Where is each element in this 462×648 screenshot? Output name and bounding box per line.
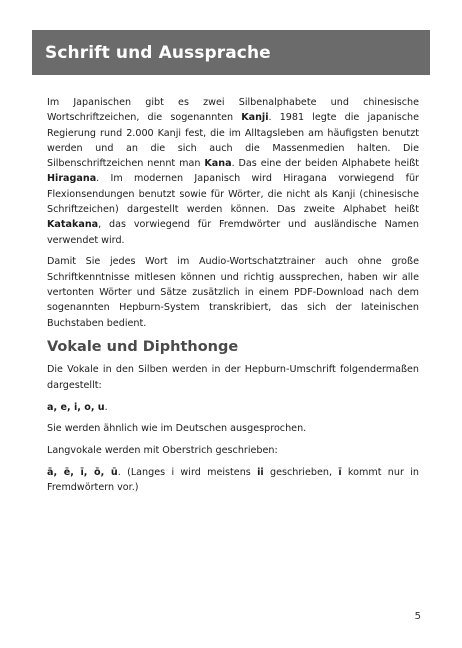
term-kanji: Kanji (241, 112, 269, 124)
intro-paragraph (47, 95, 419, 248)
section-heading-vowels: Vokale und Diphthonge (47, 339, 239, 356)
page-content (47, 95, 419, 502)
vowels-letters: a, e, i, o, u (47, 401, 105, 413)
page-number: 5 (414, 611, 421, 622)
text-run: . Im modernen Japanisch wird Hiragana vorwiegend für Flexionsendungen benutzt sowie für Wörter, die nicht als Kanji (chinesische Schriftzeichen) dargestellt werden können. Das zweite Alphabet heißt (47, 173, 419, 216)
chapter-title: Schrift und Aussprache (45, 43, 271, 63)
text-run: . 1981 legte die japanische Regierung rund 2.000 Kanji fest, die im Alltagsleben am häufigsten benutzt werden und an die sich auch die Massenmedien halten. Die Silbenschriftzeichen nennt man (47, 112, 419, 170)
text-run: . (Langes i wird meistens (117, 466, 258, 478)
pronunciation-note: Sie werden ähnlich wie im Deutschen ausgesprochen. (47, 423, 307, 435)
transcription-paragraph: Damit Sie jedes Wort im Audio-Wortschatztrainer auch ohne große Schriftkenntnisse mitlesen können und richtig aussprechen, haben wir alle vertonten Wörter und Sätze zusätzlich in einem PDF-Download nach dem sogenannten Hepburn-System transkribiert, das sich der lateinischen Buchstaben bedient. (47, 256, 419, 329)
long-vowels-letters: ā, ē, ī, ō, ū (47, 466, 118, 478)
chapter-banner (32, 30, 430, 75)
term-ii: ii (257, 466, 264, 478)
term-katakana: Katakana (47, 219, 99, 231)
text-run: , das vorwiegend für Fremdwörter und ausländische Namen verwendet wird. (47, 219, 419, 246)
term-long-i: ī (338, 466, 342, 478)
vowels-list (47, 400, 419, 415)
text-run: geschrieben, (263, 466, 339, 478)
text-run: Im Japanischen gibt es zwei Silbenalphabete und chinesische Wortschriftzeichen, die sogenannten (47, 97, 419, 124)
term-hiragana: Hiragana (47, 173, 97, 185)
long-vowels-paragraph (47, 465, 419, 496)
text-run: . Das eine der beiden Alphabete heißt (231, 158, 419, 170)
text-run: . (104, 401, 108, 413)
term-kana: Kana (204, 158, 232, 170)
text-run: kommt nur in Fremdwörtern vor.) (47, 466, 419, 494)
vowels-intro-paragraph: Die Vokale in den Silben werden in der Hepburn-Umschrift folgendermaßen dargestellt: (47, 364, 419, 391)
long-vowels-intro: Langvokale werden mit Oberstrich geschrieben: (47, 445, 278, 457)
